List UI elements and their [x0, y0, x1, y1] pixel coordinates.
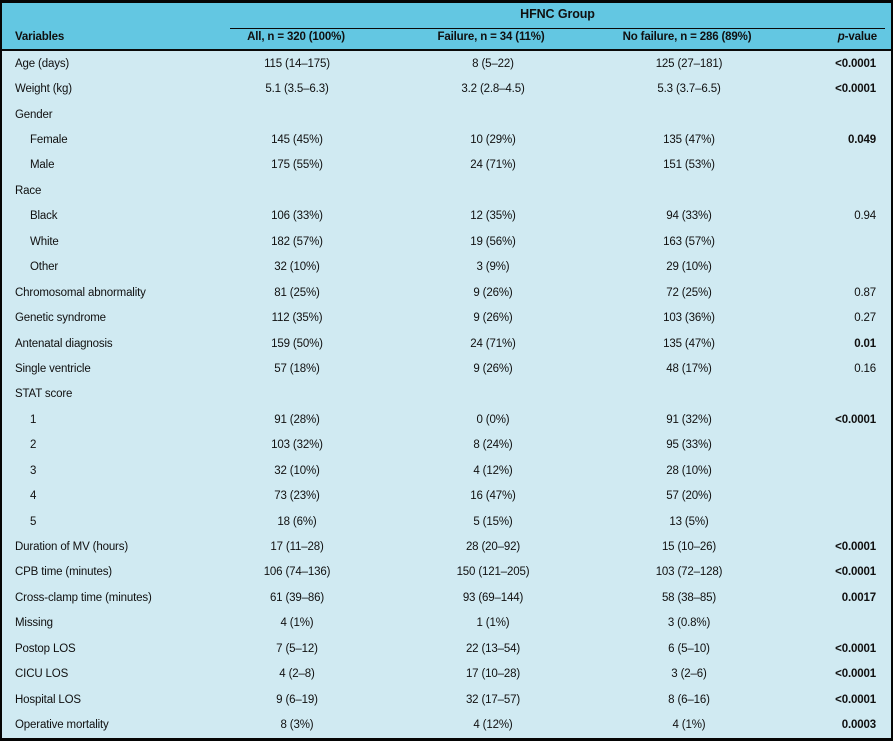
- cell-failure: 22 (13–54): [465, 642, 521, 655]
- cell-p-value: <0.0001: [835, 57, 876, 70]
- row-label: Antenatal diagnosis: [15, 337, 113, 350]
- cell-no-failure: 15 (10–26): [661, 541, 717, 554]
- cell-all: 182 (57%): [271, 235, 323, 248]
- cell-no-failure: 151 (53%): [663, 159, 715, 172]
- row-label: 2: [30, 439, 37, 452]
- cell-failure: 4 (12%): [473, 464, 513, 477]
- cell-failure: 28 (20–92): [465, 541, 521, 554]
- cell-no-failure: 135 (47%): [663, 134, 715, 147]
- table-row: [2, 687, 891, 712]
- row-label: Chromosomal abnormality: [15, 286, 146, 299]
- table-row: [2, 458, 891, 483]
- cell-no-failure: 125 (27–181): [655, 57, 723, 70]
- row-label: Female: [30, 134, 68, 147]
- cell-p-value: <0.0001: [835, 668, 876, 681]
- cell-all: 32 (10%): [274, 261, 320, 274]
- cell-all: 81 (25%): [274, 286, 320, 299]
- cell-failure: 12 (35%): [470, 210, 516, 223]
- row-label: Race: [15, 184, 42, 197]
- cell-all: 9 (6–19): [276, 693, 318, 706]
- cell-all: 7 (5–12): [276, 642, 318, 655]
- table-row: [2, 51, 891, 76]
- cell-all: 159 (50%): [271, 337, 323, 350]
- row-label: STAT score: [15, 388, 73, 401]
- table-row: [2, 280, 891, 305]
- cell-no-failure: 135 (47%): [663, 337, 715, 350]
- table-row: [2, 585, 891, 610]
- cell-all: 5.1 (3.5–6.3): [265, 83, 329, 96]
- table-row: [2, 407, 891, 432]
- row-label: 5: [30, 515, 37, 528]
- cell-failure: 3 (9%): [476, 261, 510, 274]
- cell-p-value: <0.0001: [835, 642, 876, 655]
- cell-all: 175 (55%): [271, 159, 323, 172]
- cell-no-failure: 3 (2–6): [671, 668, 707, 681]
- cell-no-failure: 103 (72–128): [655, 566, 723, 579]
- cell-failure: 16 (47%): [470, 490, 516, 503]
- cell-no-failure: 6 (5–10): [668, 642, 710, 655]
- row-label: White: [30, 235, 59, 248]
- cell-all: 103 (32%): [271, 439, 323, 452]
- row-label: Weight (kg): [15, 83, 72, 96]
- table-row: [2, 153, 891, 178]
- table-row: [2, 534, 891, 559]
- cell-no-failure: 91 (32%): [666, 413, 712, 426]
- cell-failure: 8 (5–22): [472, 57, 514, 70]
- row-label: CPB time (minutes): [15, 566, 112, 579]
- cell-no-failure: 58 (38–85): [661, 591, 717, 604]
- cell-p-value: <0.0001: [835, 83, 876, 96]
- table-row: [2, 305, 891, 330]
- cell-p-value: 0.27: [854, 312, 876, 325]
- cell-p-value: 0.87: [854, 286, 876, 299]
- cell-failure: 8 (24%): [473, 439, 513, 452]
- table-row: [2, 712, 891, 737]
- table-row: [2, 204, 891, 229]
- cell-all: 8 (3%): [280, 719, 314, 732]
- cell-failure: 19 (56%): [470, 235, 516, 248]
- row-label: CICU LOS: [15, 668, 69, 681]
- table-row: [2, 560, 891, 585]
- column-header-p-value: [838, 31, 877, 43]
- row-label: 3: [30, 464, 37, 477]
- table-row: [2, 356, 891, 381]
- cell-p-value: 0.049: [847, 134, 876, 147]
- cell-failure: 32 (17–57): [465, 693, 521, 706]
- table-row: [2, 127, 891, 152]
- cell-all: 112 (35%): [271, 312, 323, 325]
- cell-no-failure: 48 (17%): [666, 362, 712, 375]
- cell-no-failure: 72 (25%): [666, 286, 712, 299]
- cell-p-value: 0.94: [854, 210, 876, 223]
- p-value-suffix: -value: [844, 31, 877, 43]
- cell-p-value: 0.0017: [841, 591, 876, 604]
- cell-all: 115 (14–175): [264, 57, 330, 70]
- cell-failure: 4 (12%): [473, 719, 513, 732]
- group-header-rule: [230, 28, 885, 29]
- cell-all: 91 (28%): [274, 413, 320, 426]
- table-row: [2, 229, 891, 254]
- cell-failure: 10 (29%): [470, 134, 516, 147]
- column-header-failure: Failure, n = 34 (11%): [437, 31, 545, 43]
- table-row: [2, 509, 891, 534]
- row-label: Operative mortality: [15, 719, 109, 732]
- table-row: [2, 483, 891, 508]
- p-value-italic-p: p: [837, 31, 845, 43]
- cell-no-failure: 3 (0.8%): [667, 617, 711, 630]
- cell-no-failure: 8 (6–16): [668, 693, 710, 706]
- table-row: [2, 76, 891, 101]
- table-row: [2, 611, 891, 636]
- row-label: 1: [30, 413, 37, 426]
- cell-no-failure: 4 (1%): [672, 719, 706, 732]
- cell-failure: 24 (71%): [470, 159, 516, 172]
- row-label: Postop LOS: [15, 642, 76, 655]
- column-header-variables: Variables: [15, 31, 65, 43]
- table-row: [2, 102, 891, 127]
- cell-all: 106 (74–136): [263, 566, 331, 579]
- cell-no-failure: 29 (10%): [666, 261, 712, 274]
- cell-failure: 9 (26%): [473, 286, 513, 299]
- cell-p-value: 0.16: [854, 362, 876, 375]
- table-row: [2, 662, 891, 687]
- cell-no-failure: 28 (10%): [666, 464, 712, 477]
- column-header-all: All, n = 320 (100%): [247, 31, 345, 43]
- row-label: Hospital LOS: [15, 693, 81, 706]
- table-row: [2, 178, 891, 203]
- row-label: Single ventricle: [15, 362, 91, 375]
- row-label: Male: [30, 159, 55, 172]
- cell-failure: 5 (15%): [473, 515, 513, 528]
- row-label: 4: [30, 490, 37, 503]
- group-header-hfnc: HFNC Group: [520, 7, 595, 21]
- cell-failure: 3.2 (2.8–4.5): [461, 83, 525, 96]
- table-row: [2, 433, 891, 458]
- cell-all: 32 (10%): [274, 464, 320, 477]
- cell-p-value: <0.0001: [835, 693, 876, 706]
- cell-no-failure: 95 (33%): [666, 439, 712, 452]
- cell-failure: 93 (69–144): [462, 591, 524, 604]
- row-label: Other: [30, 261, 59, 274]
- cell-no-failure: 5.3 (3.7–6.5): [657, 83, 721, 96]
- cell-all: 61 (39–86): [269, 591, 325, 604]
- cell-failure: 0 (0%): [476, 413, 510, 426]
- row-label: Age (days): [15, 57, 70, 70]
- cell-p-value: <0.0001: [835, 566, 876, 579]
- cell-no-failure: 94 (33%): [666, 210, 712, 223]
- cell-failure: 150 (121–205): [456, 566, 530, 579]
- table-body: [2, 51, 891, 738]
- cell-failure: 9 (26%): [473, 362, 513, 375]
- cell-all: 18 (6%): [277, 515, 317, 528]
- cell-failure: 24 (71%): [470, 337, 516, 350]
- column-header-no-failure: No failure, n = 286 (89%): [622, 31, 752, 43]
- row-label: Duration of MV (hours): [15, 541, 129, 554]
- cell-no-failure: 13 (5%): [669, 515, 709, 528]
- cell-all: 17 (11–28): [270, 541, 324, 554]
- cell-p-value: <0.0001: [835, 541, 876, 554]
- table-row: [2, 255, 891, 280]
- cell-all: 57 (18%): [274, 362, 320, 375]
- row-label: Black: [30, 210, 58, 223]
- row-label: Missing: [15, 617, 53, 630]
- table-row: [2, 331, 891, 356]
- row-label: Genetic syndrome: [15, 312, 106, 325]
- cell-all: 73 (23%): [274, 490, 320, 503]
- cell-failure: 9 (26%): [473, 312, 513, 325]
- cell-no-failure: 163 (57%): [663, 235, 715, 248]
- cell-all: 145 (45%): [271, 134, 323, 147]
- cell-all: 4 (1%): [280, 617, 314, 630]
- table-header: [2, 3, 891, 51]
- cell-p-value: 0.0003: [841, 719, 876, 732]
- cell-p-value: 0.01: [854, 337, 876, 350]
- cell-all: 4 (2–8): [279, 668, 315, 681]
- cell-no-failure: 103 (36%): [663, 312, 715, 325]
- cell-failure: 1 (1%): [476, 617, 510, 630]
- row-label: Cross-clamp time (minutes): [15, 591, 152, 604]
- table-row: [2, 382, 891, 407]
- cell-p-value: <0.0001: [835, 413, 876, 426]
- cell-no-failure: 57 (20%): [666, 490, 712, 503]
- cell-failure: 17 (10–28): [465, 668, 521, 681]
- table-row: [2, 636, 891, 661]
- cell-all: 106 (33%): [271, 210, 323, 223]
- row-label: Gender: [15, 108, 53, 121]
